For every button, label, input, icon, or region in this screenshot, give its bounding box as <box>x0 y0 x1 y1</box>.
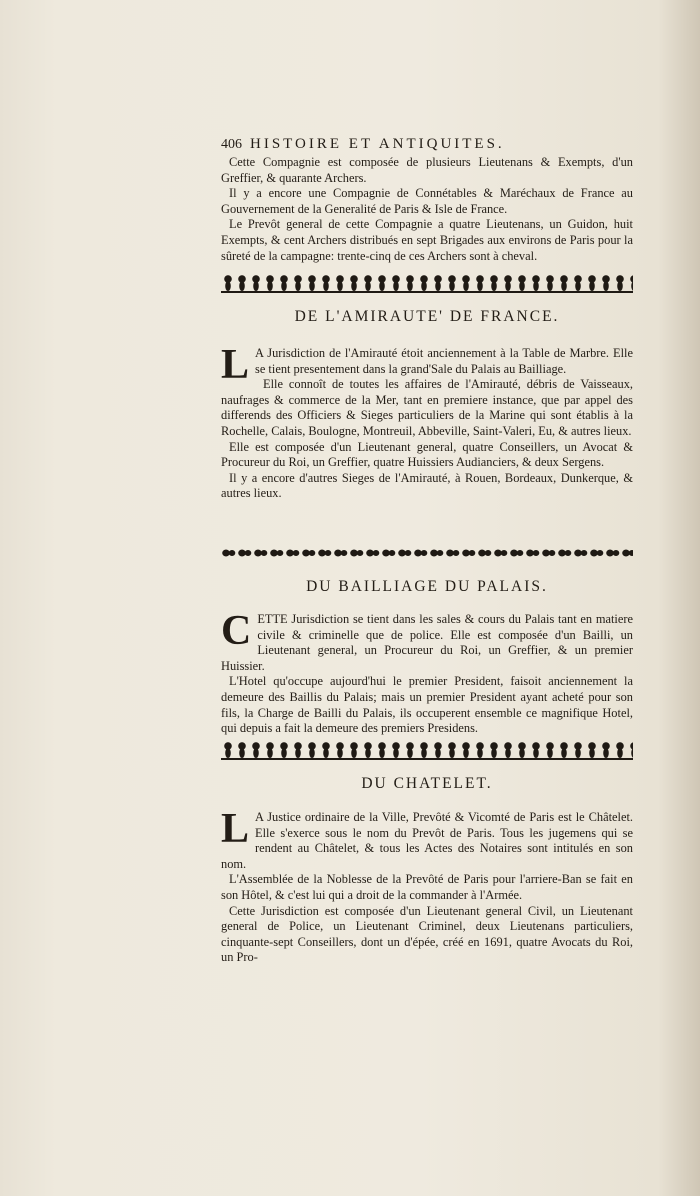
paragraph: Cette Compagnie est composée de plusieurs Lieutenans & Exempts, d'un Greffier, & quarante Archers. <box>221 155 633 185</box>
paragraph: A Justice ordinaire de la Ville, Prevôté & Vicomté de Paris est le Châtelet. Elle s'exerce sous le nom du Prevôt de Paris. Tous les jugemens qui se rendent au Châtelet, & tous les Actes des Notaires sont intitulés en son nom. <box>221 810 633 871</box>
page-number: 406 <box>221 137 242 152</box>
paragraph: A Jurisdiction de l'Amirauté étoit anciennement à la Table de Marbre. Elle se tient presentement dans la grand'Sale du Palais au Bailliage. <box>255 346 633 376</box>
section-text <box>221 608 633 737</box>
paragraph: ETTE Jurisdiction se tient dans les sales & cours du Palais tant en matiere civile & criminelle que de police. Elle est composée d'un Bailli, un Lieutenant general, un Procureur du Roi, un Greffier, & un premier Huissier. <box>221 612 633 673</box>
ornamental-band <box>221 543 633 563</box>
paragraph: Elle est composée d'un Lieutenant general, quatre Conseillers, un Avocat & Procureur du Roi, un Greffier, quatre Huissiers Audianciers, & deux Sergens. <box>221 439 633 470</box>
running-head <box>221 136 621 153</box>
paragraph: L'Hotel qu'occupe aujourd'hui le premier President, faisoit anciennement la demeure des Baillis du Palais; mais un premier President ayant acheté pour son fils, la Charge de Bailli du Palais, ils occuperent ensemble ce magnifique Hotel, qui depuis a fait la demeure des premiers Presidens. <box>221 674 633 736</box>
paragraph: Elle connoît de toutes les affaires de l'Amirauté, débris de Vaisseaux, naufrages & commerce de la Mer, tant en premiere instance, que par appel des differends des Officiers & Sieges particuliers de la Marine qui sont établis à la Rochelle, Calais, Boulogne, Montreuil, Abbeville, Saint-Valeri, Eu, & autres lieux. <box>221 377 633 438</box>
section-heading: DU CHATELET. <box>361 775 493 792</box>
drop-cap: L <box>221 342 250 388</box>
ornamental-band <box>221 740 633 760</box>
section-text <box>221 806 633 966</box>
intro-text <box>221 155 633 264</box>
paragraph: Il y a encore une Compagnie de Connétables & Maréchaux de France au Gouvernement de la Generalité de Paris & Isle de France. <box>221 186 633 216</box>
paragraph: Le Prevôt general de cette Compagnie a quatre Lieutenans, un Guidon, huit Exempts, & cent Archers distribués en sept Brigades aux environs de Paris pour la sûreté de la campagne: trente-cinq de ces Archers sont à cheval. <box>221 217 633 263</box>
paragraph: Cette Jurisdiction est composée d'un Lieutenant general Civil, un Lieutenant general de Police, un Lieutenant Criminel, deux Lieutenans particuliers, cinquante-sept Conseillers, dont un d'épée, créé en 1691, quatre Avocats du Roi, un Pro- <box>221 903 633 965</box>
ornamental-band <box>221 273 633 293</box>
section-heading: DE L'AMIRAUTE' DE FRANCE. <box>294 308 560 325</box>
paragraph: L'Assemblée de la Noblesse de la Prevôté de Paris pour l'arriere-Ban se fait en son Hôtel, & c'est lui qui a droit de la commander à l'Armée. <box>221 872 633 902</box>
drop-cap: C <box>221 608 252 654</box>
drop-cap: L <box>221 806 250 852</box>
section-heading: DU BAILLIAGE DU PALAIS. <box>306 578 548 595</box>
paragraph: Il y a encore d'autres Sieges de l'Amirauté, à Rouen, Bordeaux, Dunkerque, & autres lieux. <box>221 470 633 501</box>
running-title: HISTOIRE ET ANTIQUITES. <box>250 136 505 152</box>
section-text <box>221 342 633 502</box>
